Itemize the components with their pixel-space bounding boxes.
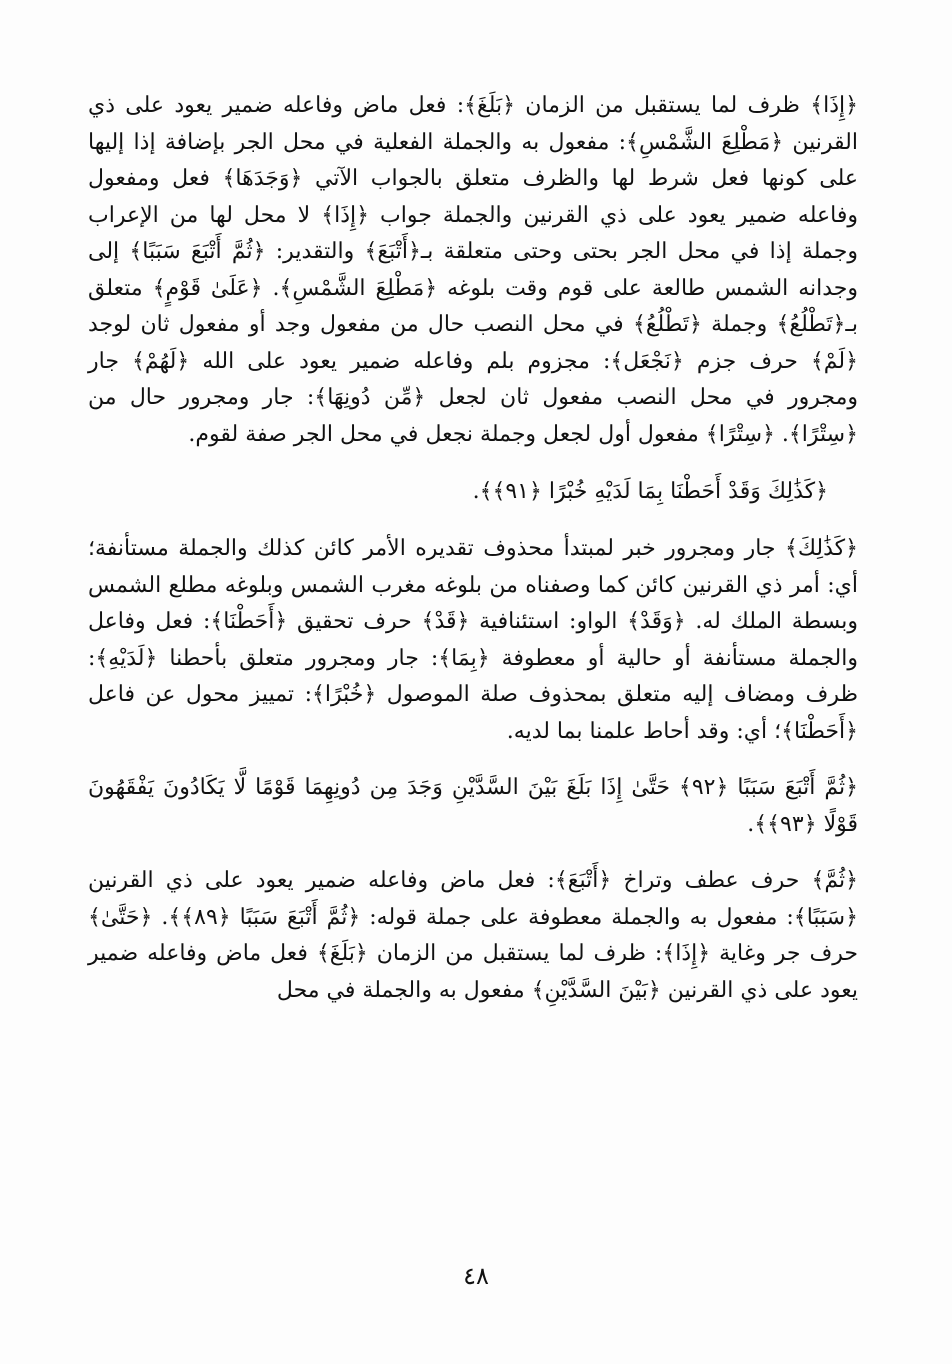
paragraph-spacer [88,750,858,770]
paragraph-spacer [88,453,858,473]
quran-verses-92-93: ﴿ثُمَّ أَتْبَعَ سَبَبًا ﴿٩٢﴾ حَتَّىٰ إِذَا بَلَغَ بَيْنَ السَّدَّيْنِ وَجَدَ مِن دُونِهِمَا قَوْمًا لَّا يَكَادُونَ يَفْقَهُونَ قَوْلًا ﴿٩٣﴾﴾. [88,775,858,837]
quran-verse-91: ﴿كَذَٰلِكَ وَقَدْ أَحَطْنَا بِمَا لَدَيْهِ خُبْرًا ﴿٩١﴾﴾. [472,479,828,504]
paragraph-spacer [88,843,858,863]
paragraph-grammar-analysis-3: ﴿ثُمَّ﴾ حرف عطف وتراخ ﴿أَتْبَعَ﴾: فعل ماض وفاعله ضمير يعود على ذي القرنين ﴿سَبَبًا﴾: مفعول به والجملة معطوفة على جملة قوله: ﴿ثُمَّ أَتْبَعَ سَبَبًا ﴿٨٩﴾﴾. ﴿حَتَّىٰ﴾ حرف جر وغاية ﴿إِذَا﴾: ظرف لما يستقبل من الزمان ﴿بَلَغَ﴾ فعل ماض وفاعله ضمير يعود على ذي القرنين ﴿بَيْنَ السَّدَّيْنِ﴾ مفعول به والجملة في محل [88,868,858,1003]
page-body [88,88,858,1009]
page-number: ٤٨ [463,1262,489,1290]
paragraph-spacer [88,511,858,531]
paragraph-grammar-analysis-2: ﴿كَذَٰلِكَ﴾ جار ومجرور خبر لمبتدأ محذوف تقديره الأمر كائن كذلك والجملة مستأنفة؛ أي: أمر ذي القرنين كائن كما وصفناه من بلوغه مغرب الشمس وبلوغه مطلع الشمس وبسطة الملك له. ﴿وَقَدْ﴾ الواو: استئنافية ﴿قَدْ﴾ حرف تحقيق ﴿أَحَطْنَا﴾: فعل وفاعل والجملة مستأنفة أو حالية أو معطوفة ﴿بِمَا﴾: جار ومجرور متعلق بأحطنا ﴿لَدَيْهِ﴾: ظرف ومضاف إليه متعلق بمحذوف صلة الموصول ﴿خُبْرًا﴾: تمييز محول عن فاعل ﴿أَحَطْنَا﴾؛ أي: وقد أحاط علمنا بما لديه. [88,536,858,744]
paragraph-grammar-analysis-1: ﴿إِذَا﴾ ظرف لما يستقبل من الزمان ﴿بَلَغَ﴾: فعل ماض وفاعله ضمير يعود على ذي القرنين ﴿مَطْلِعَ الشَّمْسِ﴾: مفعول به والجملة الفعلية في محل الجر بإضافة إذا إليها على كونها فعل شرط لها والظرف متعلق بالجواب الآتي ﴿وَجَدَهَا﴾ فعل ومفعول وفاعله ضمير يعود على ذي القرنين والجملة جواب ﴿إِذَا﴾ لا محل لها من الإعراب وجملة إذا في محل الجر بحتى وحتى متعلقة بـ﴿أَتْبَعَ﴾ والتقدير: ﴿ثُمَّ أَتْبَعَ سَبَبًا﴾ إلى وجدانه الشمس طالعة على قوم وقت بلوغه ﴿مَطْلِعَ الشَّمْسِ﴾. ﴿عَلَىٰ قَوْمٍ﴾ متعلق بـ﴿تَطْلُعُ﴾ وجملة ﴿تَطْلُعُ﴾ في محل النصب حال من مفعول وجد أو مفعول ثان لوجد ﴿لَمْ﴾ حرف جزم ﴿نَجْعَل﴾: مجزوم بلم وفاعله ضمير يعود على الله ﴿لَهُمْ﴾ جار ومجرور في محل النصب مفعول ثان لجعل ﴿مِّن دُونِهَا﴾: جار ومجرور حال من ﴿سِتْرًا﴾. ﴿سِتْرًا﴾ مفعول أول لجعل وجملة نجعل في محل الجر صفة لقوم. [88,93,858,447]
